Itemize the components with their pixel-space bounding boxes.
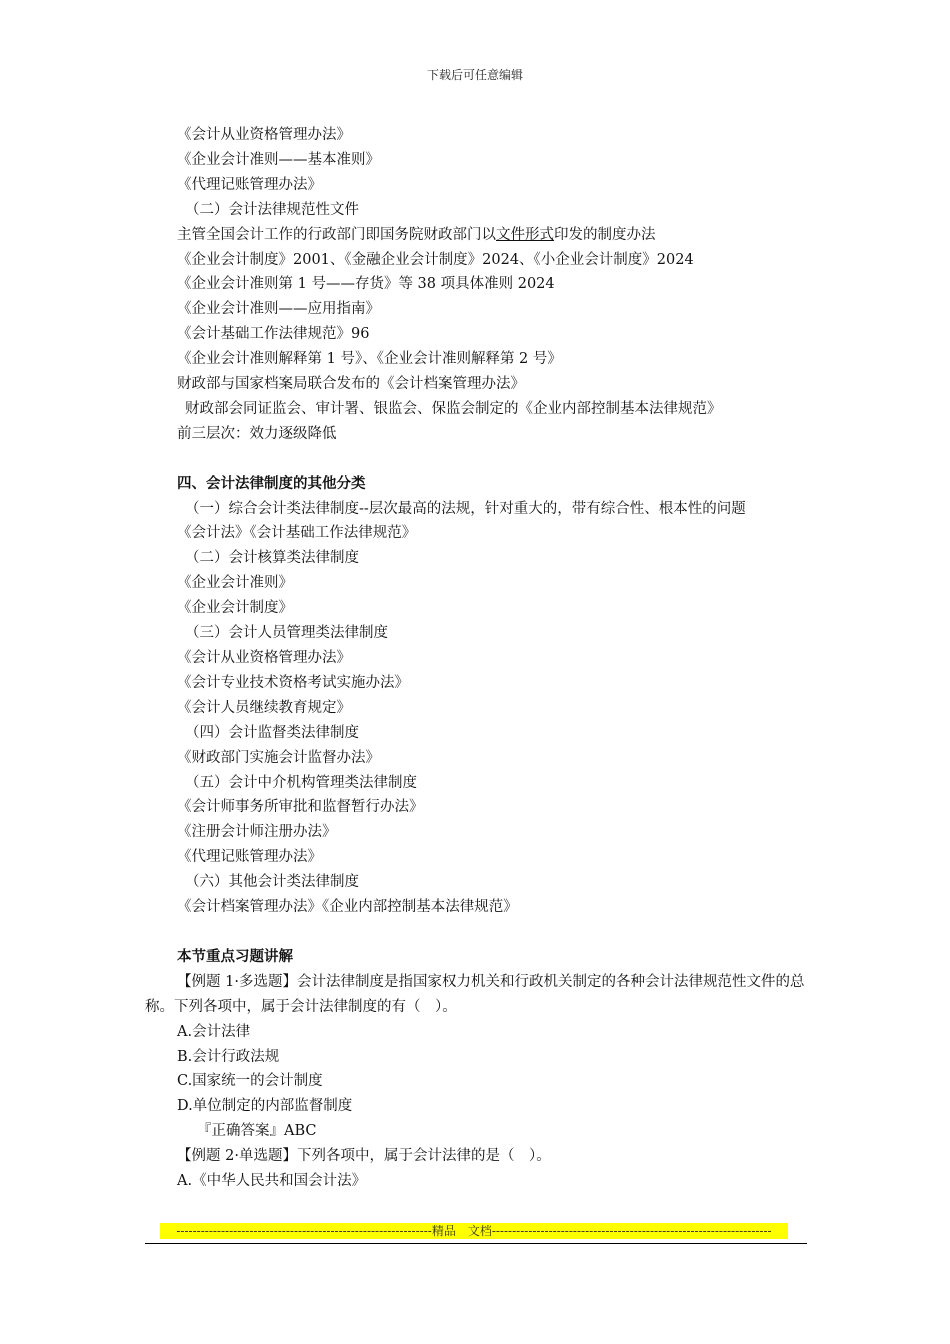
text-line: 前三层次：效力逐级降低 xyxy=(177,425,337,442)
text-line: 《企业会计制度》2001、《金融企业会计制度》2024、《小企业会计制度》2024 xyxy=(177,251,694,268)
underlined-text: 文件形式 xyxy=(496,226,554,243)
option: D.单位制定的内部监督制度 xyxy=(177,1098,353,1115)
text-line: 《会计从业资格管理办法》 xyxy=(177,127,351,143)
text-line: 财政部与国家档案局联合发布的《会计档案管理办法》 xyxy=(177,376,525,393)
text-line: 《代理记账管理办法》 xyxy=(177,176,322,193)
text-line: 《企业会计准则第 1 号——存货》等 38 项具体准则 2024 xyxy=(177,276,555,293)
text-line-underlined xyxy=(145,223,810,248)
answer: 『正确答案』ABC xyxy=(197,1123,317,1140)
paragraph: （一）综合会计类法律制度--层次最高的法规，针对重大的，带有综合性、根本性的问题 xyxy=(185,500,746,517)
text-line: 《会计法》《会计基础工作法律规范》 xyxy=(177,525,417,542)
question: 【例题 1·多选题】会计法律制度是指国家权力机关和行政机关制定的各种会计法律规范性文件的总称。下列各项中，属于会计法律制度的有（ ）。 xyxy=(145,973,805,1015)
subheading: （五）会计中介机构管理类法律制度 xyxy=(185,774,417,791)
option: A.《中华人民共和国会计法》 xyxy=(177,1173,367,1190)
footer-banner: ---------------------------------------------------------------精品 文档--------------------------------------------------------------------- xyxy=(160,1223,788,1239)
subheading: （三）会计人员管理类法律制度 xyxy=(185,625,388,642)
subheading: （二）会计法律规范性文件 xyxy=(185,201,359,218)
text-line: 《会计专业技术资格考试实施办法》 xyxy=(177,674,409,691)
question: 【例题 2·单选题】下列各项中，属于会计法律的是（ ）。 xyxy=(177,1148,551,1165)
text-line: 《财政部门实施会计监督办法》 xyxy=(177,749,380,766)
text-line: 《企业会计准则解释第 1 号》、《企业会计准则解释第 2 号》 xyxy=(177,351,562,368)
subheading: （六）其他会计类法律制度 xyxy=(185,874,359,891)
text-line: 《会计基础工作法律规范》96 xyxy=(177,326,370,343)
document-body xyxy=(145,123,810,1194)
page-header: 下载后可任意编辑 xyxy=(426,68,523,82)
text-line: 《企业会计准则——基本准则》 xyxy=(177,151,380,168)
option: A.会计法律 xyxy=(177,1023,251,1040)
text-span: 印发的制度办法 xyxy=(554,226,656,243)
text-line: 《会计档案管理办法》《企业内部控制基本法律规范》 xyxy=(177,899,518,916)
text-line: 《会计人员继续教育规定》 xyxy=(177,699,351,716)
spacer xyxy=(145,447,810,472)
footer-divider xyxy=(145,1243,807,1244)
text-line: 《会计从业资格管理办法》 xyxy=(177,650,351,667)
text-line: 财政部会同证监会、审计署、银监会、保监会制定的《企业内部控制基本法律规范》 xyxy=(185,400,722,417)
subheading: （四）会计监督类法律制度 xyxy=(185,724,359,741)
option: B.会计行政法规 xyxy=(177,1048,280,1065)
section-heading: 本节重点习题讲解 xyxy=(177,948,293,965)
section-heading: 四、会计法律制度的其他分类 xyxy=(177,475,366,492)
text-line: 《会计师事务所审批和监督暂行办法》 xyxy=(177,799,424,816)
text-line: 《企业会计准则——应用指南》 xyxy=(177,301,380,318)
text-span: 主管全国会计工作的行政部门即国务院财政部门以 xyxy=(177,226,496,243)
text-line: 《注册会计师注册办法》 xyxy=(177,824,337,841)
text-line: 《代理记账管理办法》 xyxy=(177,849,322,866)
subheading: （二）会计核算类法律制度 xyxy=(185,550,359,567)
spacer xyxy=(145,920,810,945)
text-line: 《企业会计准则》 xyxy=(177,575,293,592)
option: C.国家统一的会计制度 xyxy=(177,1073,323,1090)
text-line: 《企业会计制度》 xyxy=(177,600,293,617)
